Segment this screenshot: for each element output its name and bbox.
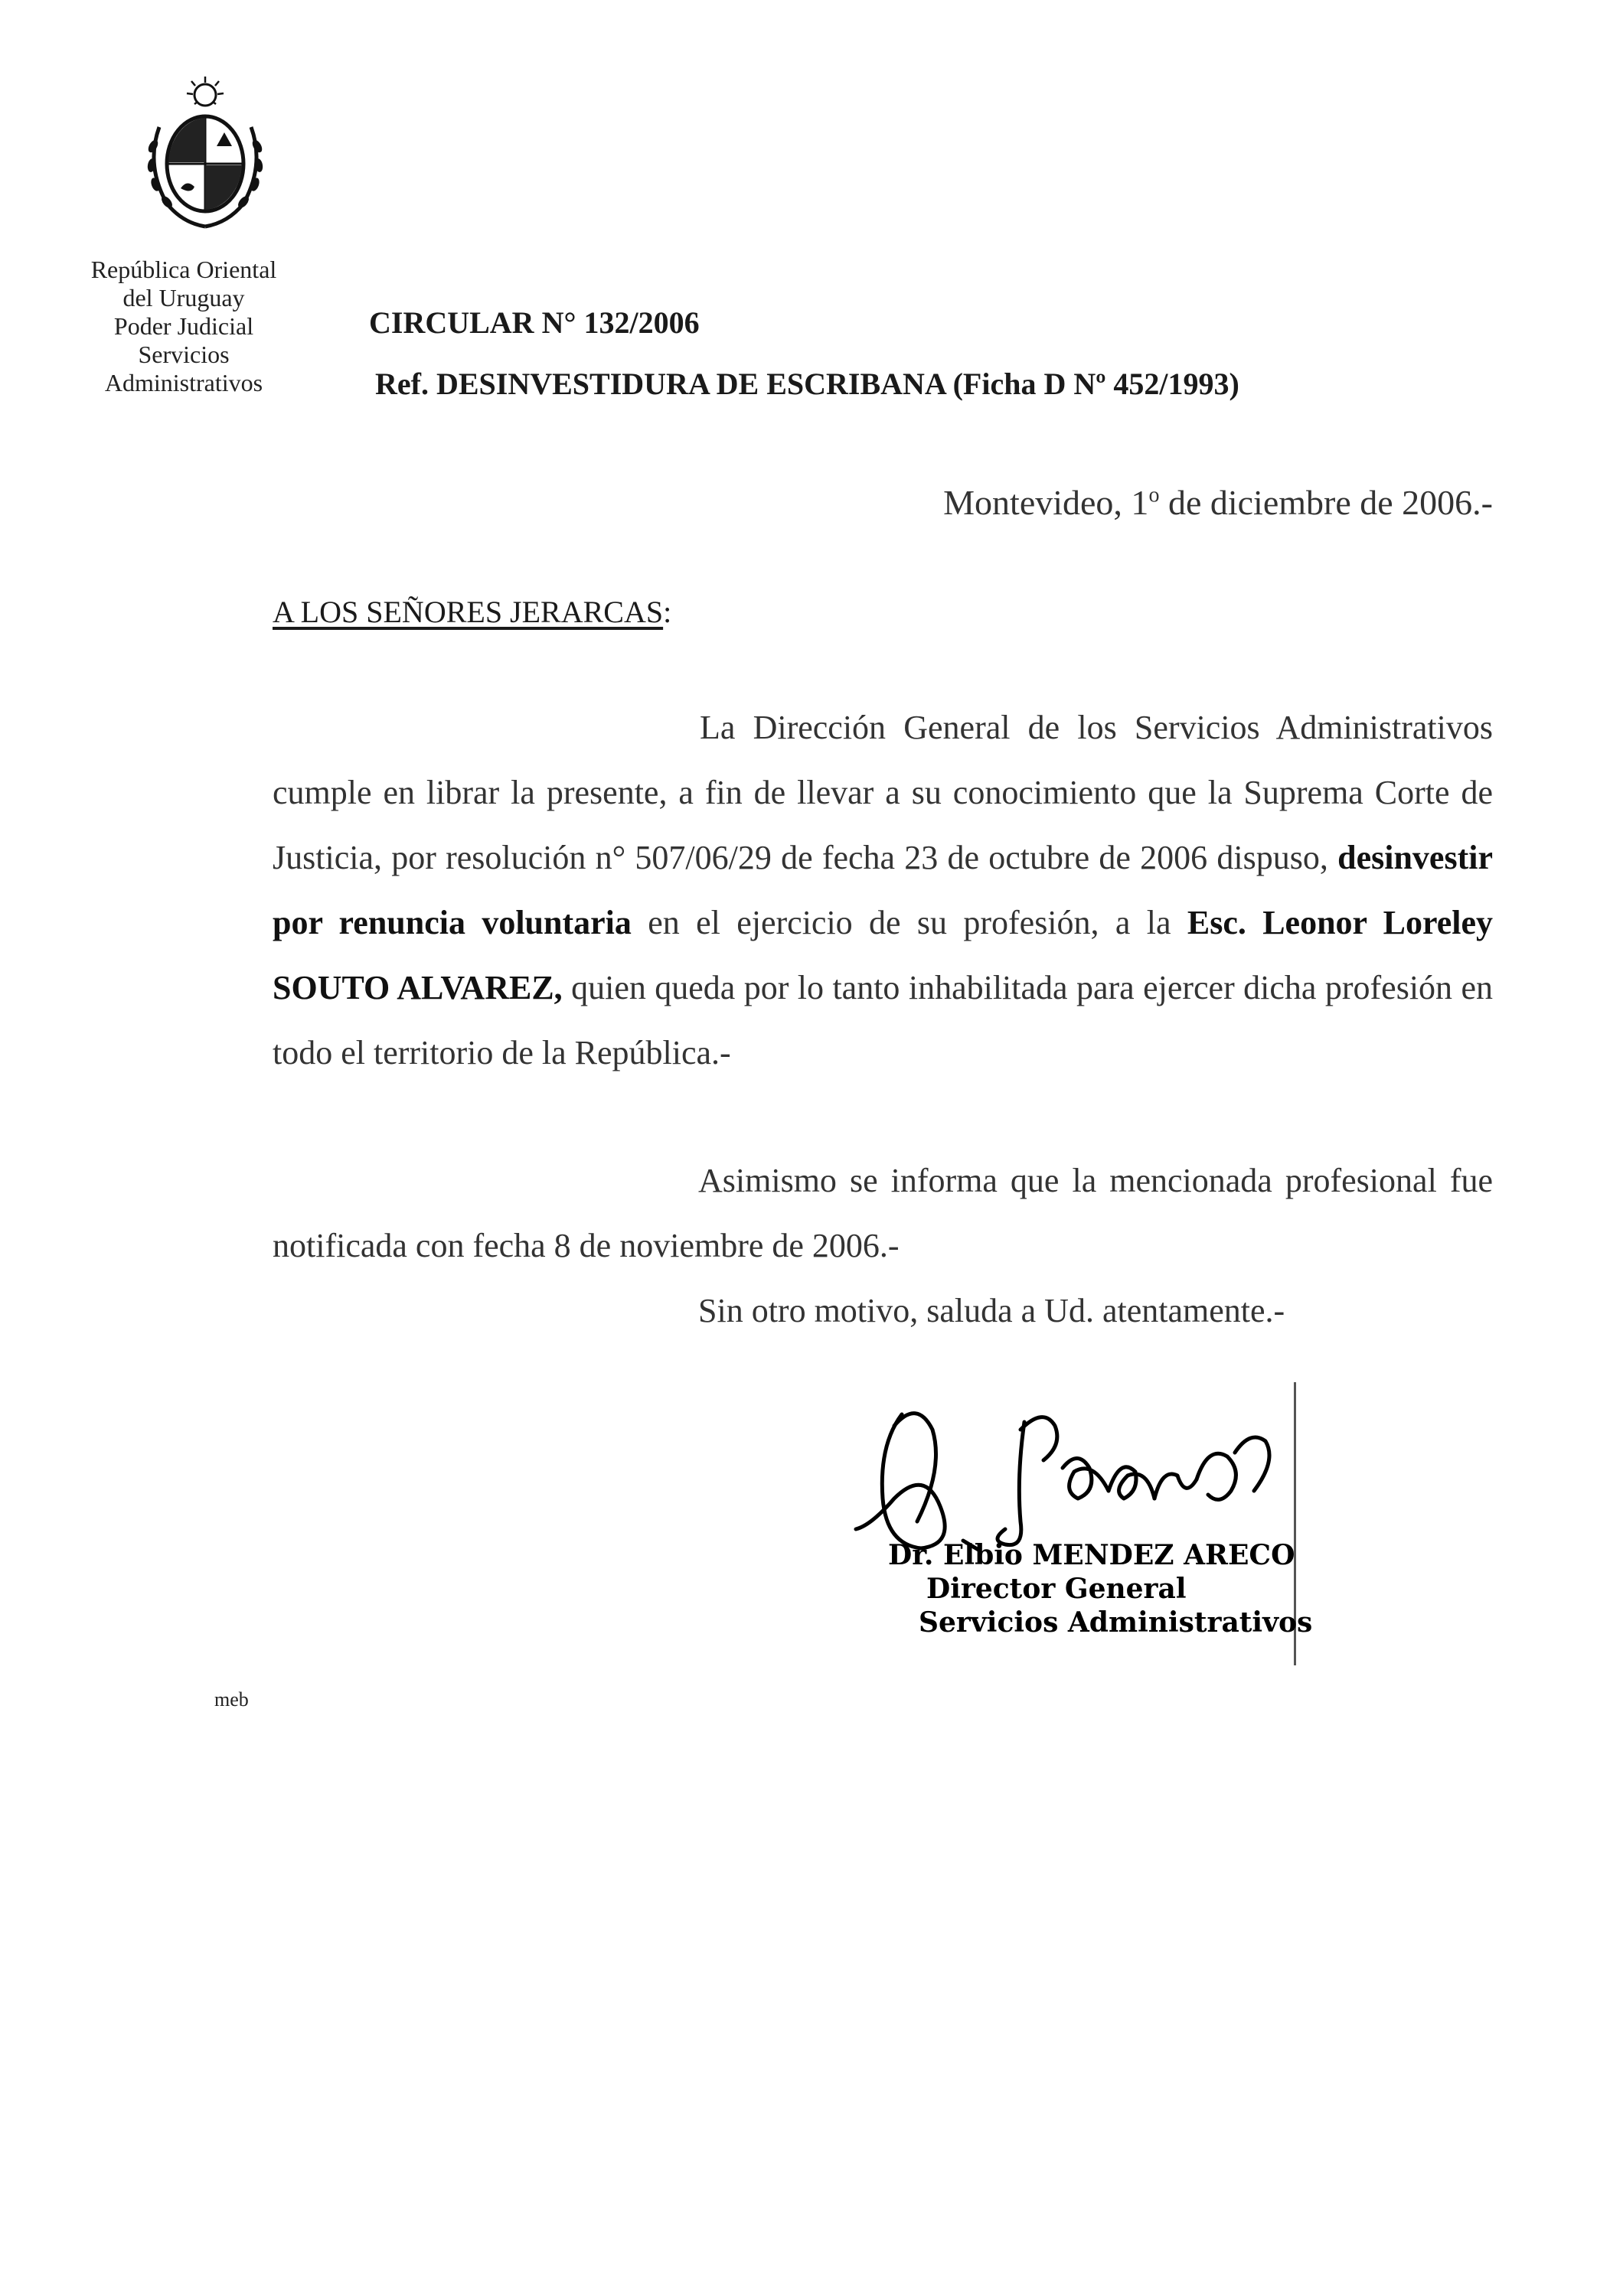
institution-header xyxy=(46,256,322,397)
signer-title: Director General xyxy=(926,1573,1187,1605)
date-line xyxy=(943,482,1493,523)
reference-line: Ref. DESINVESTIDURA DE ESCRIBANA (Ficha D Nº 452/1993) xyxy=(375,367,1239,401)
institution-line: Administrativos xyxy=(104,369,263,396)
addressee-colon: : xyxy=(663,595,672,629)
coat-of-arms-seal xyxy=(136,73,274,234)
p3-text: Sin otro motivo, saluda a Ud. atentamente.- xyxy=(698,1292,1285,1329)
signer-department: Servicios Administrativos xyxy=(919,1606,1313,1639)
institution-line: Servicios xyxy=(138,341,230,368)
date-ordinal: o xyxy=(1148,483,1160,507)
typist-initials: meb xyxy=(214,1688,249,1711)
addressee xyxy=(273,594,671,630)
date-suffix: de diciembre de 2006.- xyxy=(1159,483,1493,522)
signer-block xyxy=(888,1538,1312,1639)
body-paragraph-3 xyxy=(273,1278,1493,1343)
circular-number: CIRCULAR N° 132/2006 xyxy=(369,305,700,340)
body-paragraph-1 xyxy=(273,695,1493,1085)
p2-text: Asimismo se informa que la mencionada profesional fue notificada con fecha 8 de noviembre de 2006.- xyxy=(273,1162,1493,1264)
addressee-text: A LOS SEÑORES JERARCAS xyxy=(273,595,664,629)
p1-mid: en el ejercicio de su profesión, a la xyxy=(631,904,1187,941)
signer-name: Dr. Elbio MENDEZ ARECO xyxy=(888,1539,1295,1571)
institution-line: República Oriental xyxy=(90,256,277,283)
institution-line: Poder Judicial xyxy=(113,312,254,340)
p1-end: quien queda por lo tanto inhabilitada para ejercer dicha profesión en todo el territorio de la República.- xyxy=(273,969,1493,1071)
institution-line: del Uruguay xyxy=(122,284,245,311)
date-prefix: Montevideo, 1 xyxy=(943,483,1149,522)
p1-start: La Dirección General de los Servicios Administrativos cumple en librar la presente, a fin de llevar a su conocimiento que la Suprema Corte de Justicia, por resolución n° 507/06/29 de fecha 23 de octubre de 2006 dispuso, xyxy=(273,709,1493,876)
p1-bold-name: Esc. Leonor Loreley SOUTO ALVAREZ, xyxy=(273,904,1493,1006)
body-paragraph-2 xyxy=(273,1148,1493,1278)
p1-bold-decision: desinvestir por renuncia voluntaria xyxy=(273,839,1493,941)
